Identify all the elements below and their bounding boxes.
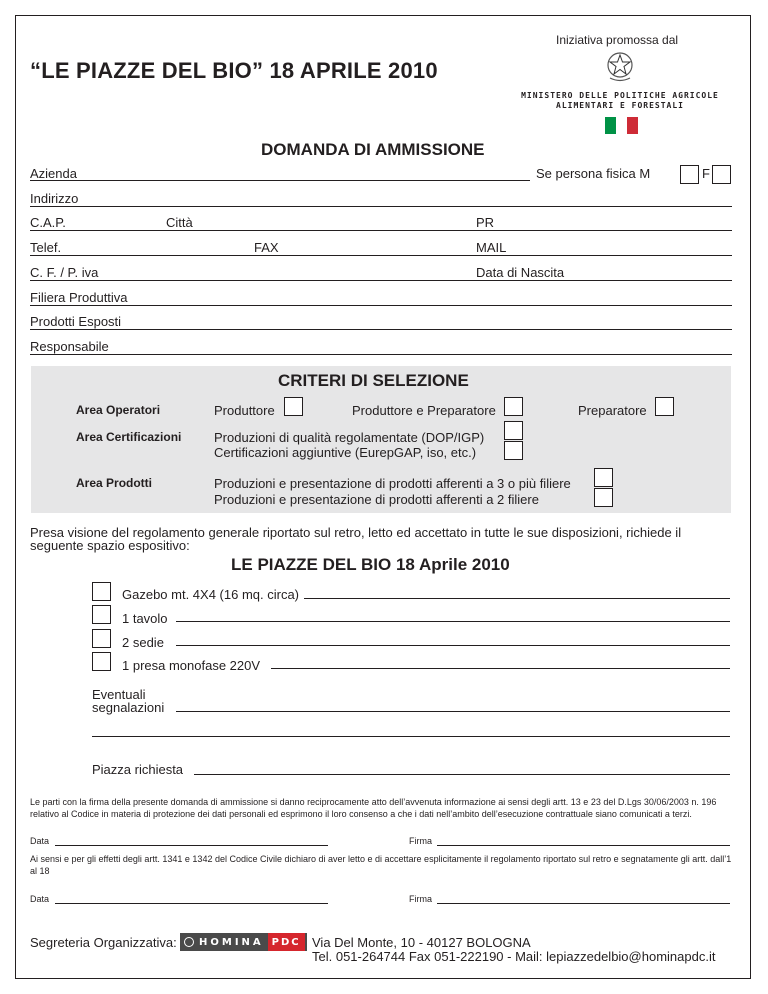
contacts-text: Tel. 051-264744 Fax 051-222190 - Mail: lepiazzedelbio@hominapdc.it: [312, 949, 716, 964]
prodotti-label: Prodotti Esposti: [30, 314, 122, 329]
form-heading: DOMANDA DI AMMISSIONE: [261, 140, 485, 159]
area-prodotti-label: Area Prodotti: [76, 476, 153, 490]
indirizzo-label: Indirizzo: [30, 191, 79, 206]
cert-dop-label: Produzioni di qualità regolamentate (DOP/IGP): [214, 430, 485, 445]
data-nascita-label: Data di Nascita: [476, 265, 565, 280]
firma-field-2[interactable]: [437, 903, 730, 904]
prod-3-filiere-label: Produzioni e presentazione di prodotti afferenti a 3 o più filiere: [214, 476, 571, 491]
citta-label: Città: [166, 215, 193, 230]
tavolo-field[interactable]: [176, 621, 730, 622]
female-label: F: [702, 166, 710, 181]
gazebo-checkbox[interactable]: [92, 582, 111, 601]
produttore-preparatore-label: Produttore e Preparatore: [352, 403, 496, 418]
ministry-name-line2: ALIMENTARI E FORESTALI: [556, 101, 684, 110]
presa-field[interactable]: [271, 668, 730, 669]
address-text: Via Del Monte, 10 - 40127 BOLOGNA: [312, 935, 531, 950]
logo-circle-icon: [184, 937, 194, 947]
data-field-2[interactable]: [55, 903, 328, 904]
sedie-field[interactable]: [176, 645, 730, 646]
segreteria-label: Segreteria Organizzativa:: [30, 935, 177, 950]
prodotti-field[interactable]: [30, 329, 732, 330]
fax-label: FAX: [254, 240, 279, 255]
preparatore-label: Preparatore: [578, 403, 647, 418]
prod-2-filiere-checkbox[interactable]: [594, 488, 613, 507]
piazza-label: Piazza richiesta: [92, 762, 184, 777]
codice-civile-text: Ai sensi e per gli effetti degli artt. 1341 e 1342 del Codice Civile dichiaro di aver letto e di accettare esplicitamente il regolamento riportato sul retro e segnatamente gli artt. dall’1 al 18: [30, 854, 732, 876]
indirizzo-field[interactable]: [30, 206, 732, 207]
criteri-heading: CRITERI DI SELEZIONE: [278, 371, 469, 390]
tavolo-label: 1 tavolo: [122, 611, 168, 626]
emblem-icon: [605, 50, 635, 84]
homina-logo: [180, 933, 307, 951]
cert-eurepgap-checkbox[interactable]: [504, 441, 523, 460]
codice-fiscale-label: C. F. / P. iva: [30, 265, 99, 280]
responsabile-label: Responsabile: [30, 339, 109, 354]
azienda-field[interactable]: [30, 180, 530, 181]
female-checkbox[interactable]: [712, 165, 731, 184]
firma-field-1[interactable]: [437, 845, 730, 846]
firma-label-2: Firma: [409, 894, 432, 904]
area-operatori-label: Area Operatori: [76, 403, 161, 417]
sedie-checkbox[interactable]: [92, 629, 111, 648]
azienda-label: Azienda: [30, 166, 77, 181]
telefono-label: Telef.: [30, 240, 62, 255]
responsabile-field[interactable]: [30, 354, 732, 355]
regolamento-text: Presa visione del regolamento generale riportato sul retro, letto ed accettato in tutte le sue disposizioni, richiede il seguente spazio espositivo:: [30, 525, 682, 553]
filiera-field[interactable]: [30, 305, 732, 306]
data-field-1[interactable]: [55, 845, 328, 846]
cert-dop-checkbox[interactable]: [504, 421, 523, 440]
page-title: “LE PIAZZE DEL BIO” 18 APRILE 2010: [30, 58, 438, 83]
male-checkbox[interactable]: [680, 165, 699, 184]
presa-label: 1 presa monofase 220V: [122, 658, 261, 673]
privacy-text: Le parti con la firma della presente domanda di ammissione si danno reciprocamente atto dell’avvenuta informazione ai sensi degli artt. 13 e 23 del D.Lgs 30/06/2003 n. 196 relativo al Codice in materia di protezione dei dati personali ed esprimono il loro consenso a che i dati nell’ambito dell’esecuzione contrattuale siano comunicati a terzi.: [30, 797, 717, 819]
filiera-label: Filiera Produttiva: [30, 290, 128, 305]
prod-2-filiere-label: Produzioni e presentazione di prodotti afferenti a 2 filiere: [214, 492, 539, 507]
spazio-heading: LE PIAZZE DEL BIO 18 Aprile 2010: [231, 555, 510, 574]
logo-pdc: PDC: [268, 933, 305, 951]
ministry-name-line1: MINISTERO DELLE POLITICHE AGRICOLE: [521, 91, 719, 100]
gazebo-label: Gazebo mt. 4X4 (16 mq. circa): [122, 587, 300, 602]
segnalazioni-field[interactable]: [176, 711, 730, 712]
segnalazioni-label-2: segnalazioni: [92, 700, 165, 715]
preparatore-checkbox[interactable]: [655, 397, 674, 416]
data-label-1: Data: [30, 836, 50, 846]
gazebo-field[interactable]: [304, 598, 730, 599]
produttore-preparatore-checkbox[interactable]: [504, 397, 523, 416]
segnalazioni-field-2[interactable]: [92, 736, 730, 737]
prod-3-filiere-checkbox[interactable]: [594, 468, 613, 487]
produttore-label: Produttore: [214, 403, 275, 418]
codice-fiscale-data-field[interactable]: [30, 280, 732, 281]
data-label-2: Data: [30, 894, 50, 904]
italian-flag: [605, 117, 638, 134]
segnalazioni-label-1: Eventuali: [92, 687, 146, 702]
mail-label: MAIL: [476, 240, 507, 255]
tavolo-checkbox[interactable]: [92, 605, 111, 624]
logo-text: HOMINA: [199, 936, 264, 948]
telefono-fax-mail-field[interactable]: [30, 255, 732, 256]
firma-label-1: Firma: [409, 836, 432, 846]
pr-label: PR: [476, 215, 495, 230]
cap-citta-pr-field[interactable]: [30, 230, 732, 231]
promo-text: Iniziativa promossa dal: [556, 33, 679, 47]
presa-checkbox[interactable]: [92, 652, 111, 671]
cap-label: C.A.P.: [30, 215, 66, 230]
cert-eurepgap-label: Certificazioni aggiuntive (EurepGAP, iso, etc.): [214, 445, 477, 460]
produttore-checkbox[interactable]: [284, 397, 303, 416]
sedie-label: 2 sedie: [122, 635, 164, 650]
persona-fisica-label: Se persona fisica M: [536, 166, 651, 181]
area-certificazioni-label: Area Certificazioni: [76, 430, 182, 444]
piazza-field[interactable]: [194, 774, 730, 775]
